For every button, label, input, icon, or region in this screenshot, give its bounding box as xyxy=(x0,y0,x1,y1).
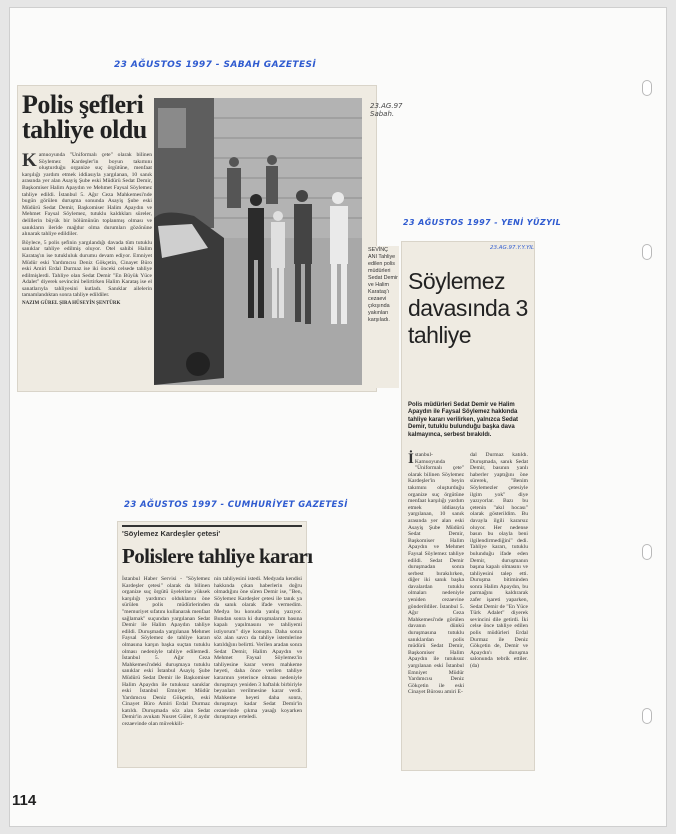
yeniyuzyil-headline: Söylemez davasında 3 tahliye xyxy=(408,268,528,348)
yeniyuzyil-paragraph: stanbul- Kamuoyunda "Üniformalı çete" olarak bilinen Söylemez Kardeşler'in beyin takımını oluşturduğu organize suç örgütüne menfaat karşılığı yardım etmek iddiasıyla yargılanan, 10 sanık arasında yer alan eski Asayiş Şube Müdürü Sedat Demir, Başkomiser Halim Apaydın ve Mehmet Faysal Söylemez tahliye edildi. Sedat Demir duruşmadan sonra serbest bırakılırken, diğer iki sanık başka davalardan tutuklu olmaları nedeniyle yeniden cezaevine gönderildiler. İstanbul 5. Ağır Ceza Mahkemesi'nde görülen davanın dünkü duruşmasına tutuklu sanıklardan polis müdürü Sedat Demir, Başkomiser Halim Apaydın ile tutuksuz yargılanan eski İstanbul Emniyet Müdür Yardımcısı Deniz Gökçetin ile eski Cinayet Bürosu amiri E- xyxy=(408,452,464,696)
binder-hole-icon xyxy=(642,244,652,260)
cumhuriyet-column-2 xyxy=(214,576,302,764)
handwritten-stamp-yy: 23.AG.97.Y.Y.YIL xyxy=(490,245,535,251)
sabah-byline: NAZIM GÜREL ŞIRA HÜSEYİN ŞENTÜRK xyxy=(22,301,121,307)
sabah-photo xyxy=(154,98,362,385)
handwritten-header-yeniyuzyil: 23 AĞUSTOS 1997 - YENİ YÜZYIL xyxy=(403,218,562,227)
sabah-paragraph: amuoyunda "Uniformalı çete" olarak bilinen Söylemez Kardeşler'in boyun takımını oluşturduğu organize suç örgütüne, menfaat karşılığı yardım etmek iddiasıyla yargılanan, 10 sanık arasında yer alan Asayiş Şube eski Müdürü Sedat Demir, Başkomiser Halim Apaydın ve Mehmet Faysal Söylemez tahliye edildi. İstanbul 5. Ağır Ceza Mahkemesi'nde bugün görülen duruşma sonunda Asayiş Şube eski Müdürü Sedat Demir, Başkomiser Halim Apaydın ve Mehmet Faysal Söylemez, tutuklu kaldıkları süreler, delillerin büyük bir bölümünün toplanmış olması ve sanıkların ileride mağdur olma durumları gözönüne alınarak tahliye edildiler. xyxy=(22,152,152,238)
cumhuriyet-column-1 xyxy=(122,576,210,764)
sabah-headline: Polis şefleri tahliye oldu xyxy=(22,90,147,144)
sabah-paragraph: Böylece, 5 polis şefinin yargılandığı davada tüm tutuklu sanıklar tahliye edilmiş oluyor. Otel sahibi Halim Karataş'ın ise tutukluluk durumu devam ediyor. Emniyet Müdür eski Yardımcısı Deniz Gökçetin, Cinayet Büro eski Amiri Erdal Durmaz ise iki önceki celsede tahliye edilmişlerdi. Tahliye olan Sedat Demir "En Büyük Yüce Adalet" diyerek sevincini belirtirken Halim Karataş ise el sanatlarıyla tahliyesini kutladı. Sanıklar ailelerin tamamlandıktan sonra tahliye edildiler. xyxy=(22,239,152,299)
yeniyuzyil-paragraph: dal Durmaz katıldı. Duruşmada, sanık Sedat Demir, basının yanlı haberler yaptığını öne sürerek, "Benim Söylemezler çetesiyle ilgim yok" diye yazıyorlar. Bazı bu çetenin "akıl hocası" olarak gösterildim. Bu davayla ilgili kararsız oluyor. Her nedense basın bu olayla beni ilgilendirmediğini" dedi. Tahliye kararı, tutuklu bulunduğu ifade eden Demir, duruşmanın başına kapalı olmasını ve tahliyesini talep etti. Duruşma bitiminden sonra Halim Apaydın, bu parmağını kaldırarak zafer işareti yaparken, Sedat Demir de "En Yüce Türk Adalet" diyerek sevincini dile getirdi. İki celse önce tahliye edilen polis müdürleri Erdal Durmaz ile Deniz Gökçetin de, Demir ve Apaydın'ı duruşma salonunda tebrik ettiler. (da) xyxy=(470,452,528,669)
binder-hole-icon xyxy=(642,708,652,724)
handwritten-stamp-name: Sabah. xyxy=(370,110,395,118)
cumhuriyet-headline: Polislere tahliye kararı xyxy=(122,544,313,568)
page-number: 114 xyxy=(12,792,37,809)
yeniyuzyil-clipping xyxy=(402,242,534,770)
binder-hole-icon xyxy=(642,80,652,96)
yeniyuzyil-column-1 xyxy=(408,452,464,766)
yeniyuzyil-column-2 xyxy=(470,452,528,766)
yeniyuzyil-lead: Polis müdürleri Sedat Demir ve Halim Apaydın ile Faysal Söylemez hakkında tahliye kararı verilirken, yalnızca Sedat Demir, tutuklu bulunduğu başka dava kalmayınca, serbest bırakıldı. xyxy=(408,402,519,438)
yeniyuzyil-drop-cap: İ xyxy=(408,451,414,467)
sabah-article-body xyxy=(22,152,152,384)
handwritten-header-sabah: 23 AĞUSTOS 1997 - SABAH GAZETESİ xyxy=(114,60,317,70)
binder-hole-icon xyxy=(642,544,652,560)
cumhuriyet-clipping xyxy=(118,522,313,767)
sabah-photo-caption: SEVİNÇ ANI Tahliye edilen polis müdürleri Sedat Demir ve Halim Karataş'ı cezaevi çıkışında yakınları karşıladı. xyxy=(367,246,399,388)
handwritten-header-cumhuriyet: 23 AĞUSTOS 1997 - CUMHURİYET GAZETESİ xyxy=(124,500,348,510)
cumhuriyet-paragraph: İstanbul Haber Servisi - "Söylemez Kardeşler çetesi" olarak da bilinen organize suç örgütü üyelerine yüksek karşılığı yardımcı olduklarını öne sürülen polis müdürlerinden "memuriyet sıfatını kullanarak menfaat sağlamak" suçundan yargılanan Sedat Demir ile Halim Apaydın tahliye edildi. Duruşmada yargılanan Mehmet Faysal Söylemez de tahliye kararı olmasına karşın başka suçtan tutuklu olması nedeniyle tahliye edilemedi. İstanbul 5. Ağır Ceza Mahkemesi'ndeki duruşmaya tutuklu sanıklar eski İstanbul Asayiş Şube Müdürü Sedat Demir ile Başkomiser Halim Apaydın ile tutuksuz sanıklar eski İstanbul Emniyet Müdür Yardımcısı Deniz Gökçetin, eski Cinayet Büro Amiri Erdal Durmaz katıldı. Duruşmada söz alan Sedat Demir'in avukatı Nusret Güler, 8 aydır cezaevinde olan müvekkili- xyxy=(122,576,210,728)
handwritten-stamp-date: 23.AG.97 xyxy=(370,102,403,110)
scrapbook-page xyxy=(10,8,666,826)
cumhuriyet-kicker: 'Söylemez Kardeşler çetesi' xyxy=(122,525,302,538)
cumhuriyet-paragraph: nin tahliyesini istedi. Medyada kendisi hakkında çıkan haberlerin doğru olmadığını öne süren Demir ise, "Ben, Söylemez Kardeşler çetesi ile tanık ya da sanık olarak ifade vermedim. Medya bu konuda yanlış yazıyor. Bundan sonra ki duruşmalarım basına kapalı yapılmasını ve tahliyemi istiyorum" diye konuştu. Daha sonra söz alan savcı da tahliye istemlerine katıldığını belirtti. Verilen aradan sonra Sedat Demir, Halim Apaydın ve Mehmet Faysal Söylemez'in tahliyesine karar veren mahkeme heyeti, daha önce verilen tahliye kararının yeterince olması nedeniyle duruşmayı yeniden 3 haftalık birbiriyle beyanları verilmesine karar verdi. Mahkeme heyeti daha sonra, duruşmayı kadar Sedat Demir'in cezaevinde çıkma yasağı koyarken duruşmayı erteledi. xyxy=(214,576,302,721)
sabah-drop-cap: K xyxy=(22,150,37,171)
